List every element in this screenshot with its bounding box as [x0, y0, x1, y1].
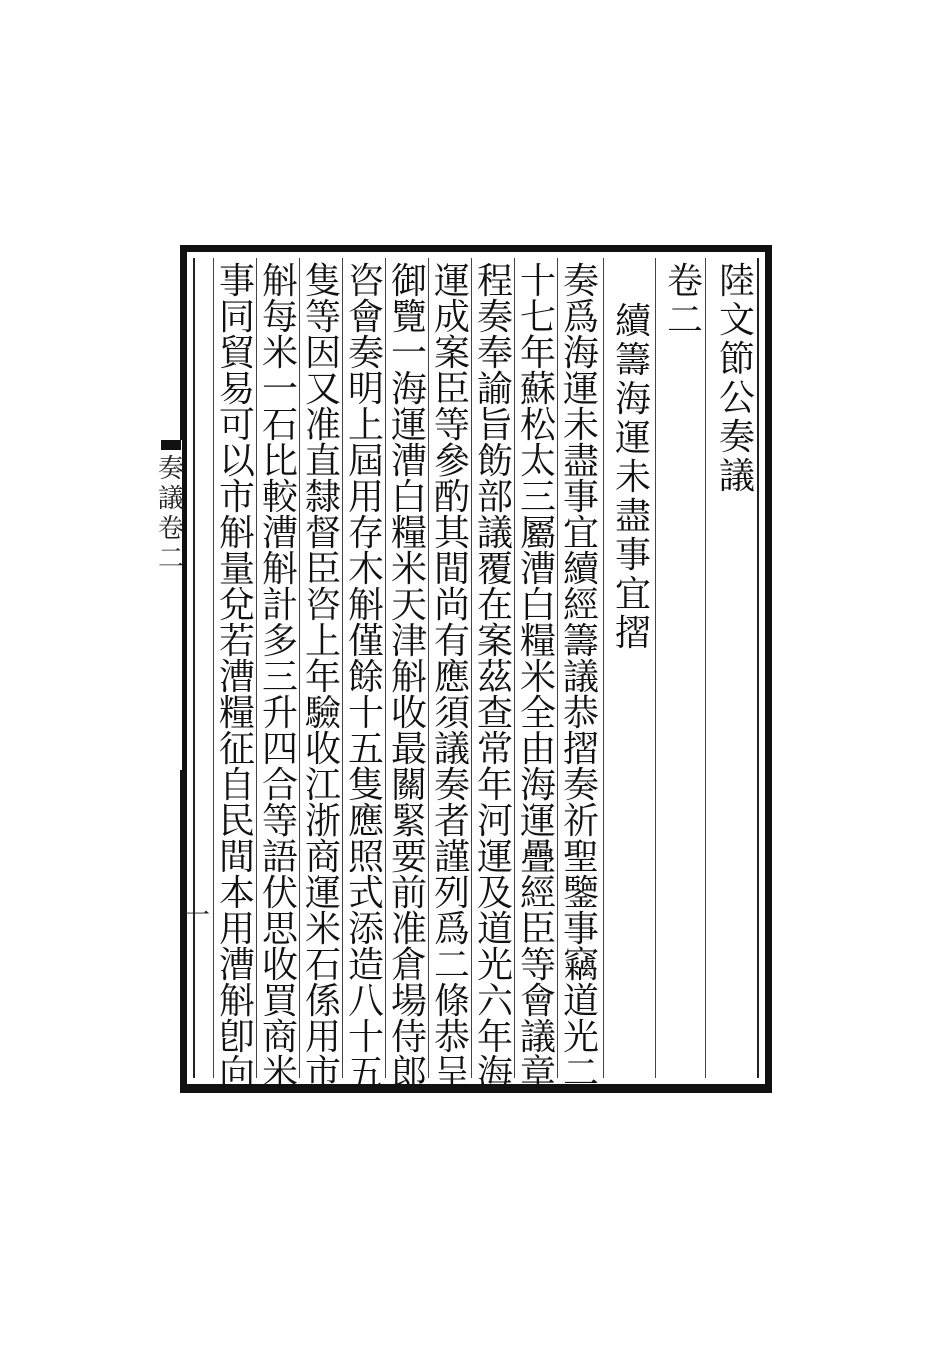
body-char: 侍 — [390, 1017, 427, 1058]
section-title-char: 摺 — [614, 613, 651, 654]
body-char: 又 — [304, 369, 341, 410]
body-char: 直 — [304, 441, 341, 482]
body-char: 糧 — [218, 693, 255, 734]
body-char: 白 — [390, 477, 427, 518]
body-char: 江 — [304, 765, 341, 806]
body-char: 照 — [347, 837, 384, 878]
body-char: 存 — [347, 513, 384, 554]
body-char: 恭 — [562, 693, 599, 734]
body-char: 籌 — [562, 621, 599, 662]
body-char: 關 — [390, 765, 427, 806]
section-title-char: 事 — [614, 535, 651, 576]
body-char: 事 — [562, 477, 599, 518]
body-char: 兌 — [218, 585, 255, 626]
body-char: 臣 — [433, 369, 470, 410]
body-char: 上 — [304, 621, 341, 662]
book-title-char: 文 — [718, 300, 755, 341]
body-char: 五 — [347, 729, 384, 770]
body-char: 鑒 — [562, 873, 599, 914]
body-char: 浙 — [304, 801, 341, 842]
body-char: 隻 — [304, 261, 341, 302]
body-char: 海 — [562, 333, 599, 374]
body-char: 十 — [519, 261, 556, 302]
body-char: 石 — [304, 945, 341, 986]
body-char: 可 — [218, 405, 255, 446]
body-char: 漕 — [390, 441, 427, 482]
body-char: 斛 — [390, 657, 427, 698]
section-title-char: 未 — [614, 457, 651, 498]
body-char: 向 — [218, 1053, 255, 1094]
section-title-char: 盡 — [614, 496, 651, 537]
body-char: 造 — [347, 945, 384, 986]
body-char: 貿 — [218, 333, 255, 374]
body-char: 漕 — [218, 657, 255, 698]
body-char: 應 — [433, 657, 470, 698]
body-char: 摺 — [562, 729, 599, 770]
body-char: 隻 — [347, 765, 384, 806]
body-char: 恭 — [433, 1017, 470, 1058]
volume-column — [663, 261, 707, 1072]
body-char: 諭 — [476, 369, 513, 410]
body-char: 場 — [390, 981, 427, 1022]
margin-label-char: 奏 — [158, 454, 185, 484]
body-char: 商 — [261, 1017, 298, 1058]
body-char: 光 — [476, 945, 513, 986]
body-char: 緊 — [390, 801, 427, 842]
body-char: 光 — [562, 1017, 599, 1058]
body-char: 糧 — [519, 621, 556, 662]
body-char: 准 — [304, 405, 341, 446]
section-title-char: 海 — [614, 379, 651, 420]
body-char: 未 — [562, 405, 599, 446]
body-char: 比 — [261, 441, 298, 482]
body-char: 隸 — [304, 477, 341, 518]
body-char: 要 — [390, 837, 427, 878]
volume-char: 卷 — [666, 261, 703, 302]
body-char: 升 — [261, 693, 298, 734]
body-char: 議 — [519, 1017, 556, 1058]
body-char: 一 — [261, 369, 298, 410]
body-char: 前 — [390, 873, 427, 914]
body-char: 收 — [261, 945, 298, 986]
body-char: 五 — [347, 1053, 384, 1094]
body-char: 覽 — [390, 297, 427, 338]
body-char: 督 — [304, 513, 341, 554]
margin-label-text — [158, 456, 184, 576]
body-char: 明 — [347, 369, 384, 410]
body-char: 石 — [261, 405, 298, 446]
body-char: 木 — [347, 549, 384, 590]
body-char: 三 — [519, 477, 556, 518]
body-char: 米 — [304, 909, 341, 950]
body-char: 米 — [261, 1053, 298, 1094]
body-char: 運 — [519, 801, 556, 842]
body-char: 會 — [347, 297, 384, 338]
body-char: 本 — [218, 873, 255, 914]
body-char: 盡 — [562, 441, 599, 482]
body-char: 二 — [433, 945, 470, 986]
body-char: 查 — [476, 693, 513, 734]
body-char: 斛 — [218, 513, 255, 554]
body-char: 買 — [261, 981, 298, 1022]
body-char: 由 — [519, 729, 556, 770]
body-char: 僅 — [347, 621, 384, 662]
body-char: 宜 — [562, 513, 599, 554]
column-rule — [603, 258, 604, 1078]
body-char: 全 — [519, 693, 556, 734]
margin-label-char: 議 — [158, 484, 185, 514]
margin-label-char: 卷 — [158, 514, 185, 544]
body-char: 議 — [476, 513, 513, 554]
body-char: 漕 — [218, 945, 255, 986]
body-char: 用 — [218, 909, 255, 950]
body-char: 米 — [519, 657, 556, 698]
body-char: 覆 — [476, 549, 513, 590]
body-char: 較 — [261, 477, 298, 518]
body-char: 等 — [261, 801, 298, 842]
body-char: 案 — [476, 621, 513, 662]
margin-bar — [161, 440, 181, 450]
body-char: 十 — [347, 693, 384, 734]
body-char: 民 — [218, 801, 255, 842]
body-char: 間 — [218, 837, 255, 878]
body-char: 運 — [433, 261, 470, 302]
body-char: 海 — [390, 369, 427, 410]
book-title-char: 節 — [718, 339, 755, 380]
body-char: 須 — [433, 693, 470, 734]
body-char: 郎 — [390, 1053, 427, 1094]
body-char: 成 — [433, 297, 470, 338]
body-char: 謹 — [433, 837, 470, 878]
body-char: 每 — [261, 297, 298, 338]
body-char: 茲 — [476, 657, 513, 698]
body-char: 議 — [433, 729, 470, 770]
body-char: 議 — [562, 657, 599, 698]
body-column — [430, 261, 474, 1094]
body-char: 等 — [304, 297, 341, 338]
body-char: 四 — [261, 729, 298, 770]
body-column — [473, 261, 517, 1094]
body-column — [559, 261, 603, 1094]
body-char: 河 — [476, 801, 513, 842]
body-char: 多 — [261, 621, 298, 662]
body-char: 係 — [304, 981, 341, 1022]
body-char: 餘 — [347, 657, 384, 698]
body-char: 二 — [562, 1053, 599, 1094]
body-char: 量 — [218, 549, 255, 590]
body-char: 漕 — [519, 549, 556, 590]
body-column — [344, 261, 388, 1094]
body-char: 白 — [519, 585, 556, 626]
body-char: 續 — [562, 549, 599, 590]
body-char: 部 — [476, 477, 513, 518]
body-char: 經 — [519, 873, 556, 914]
body-column — [258, 261, 302, 1094]
body-char: 若 — [218, 621, 255, 662]
body-column — [387, 261, 431, 1094]
body-char: 列 — [433, 873, 470, 914]
body-char: 商 — [304, 837, 341, 878]
body-char: 其 — [433, 513, 470, 554]
body-char: 七 — [519, 297, 556, 338]
body-char: 等 — [519, 945, 556, 986]
column-rule — [655, 258, 656, 1078]
body-char: 屬 — [519, 513, 556, 554]
body-char: 卽 — [218, 1017, 255, 1058]
body-char: 常 — [476, 729, 513, 770]
body-char: 倉 — [390, 945, 427, 986]
body-char: 市 — [304, 1053, 341, 1094]
margin-label — [158, 440, 185, 770]
body-char: 最 — [390, 729, 427, 770]
body-char: 年 — [476, 1017, 513, 1058]
body-char: 太 — [519, 441, 556, 482]
body-char: 運 — [304, 873, 341, 914]
body-char: 海 — [476, 1053, 513, 1094]
body-column — [301, 261, 345, 1094]
volume-char: 二 — [666, 300, 703, 341]
body-char: 添 — [347, 909, 384, 950]
body-column — [516, 261, 560, 1094]
body-char: 同 — [218, 297, 255, 338]
body-char: 十 — [347, 1017, 384, 1058]
body-char: 米 — [261, 333, 298, 374]
body-char: 咨 — [304, 585, 341, 626]
body-char: 年 — [304, 657, 341, 698]
body-char: 上 — [347, 405, 384, 446]
body-char: 米 — [390, 549, 427, 590]
body-char: 征 — [218, 729, 255, 770]
book-title-char: 奏 — [718, 417, 755, 458]
body-char: 奏 — [347, 333, 384, 374]
body-char: 用 — [304, 1017, 341, 1058]
body-char: 旨 — [476, 405, 513, 446]
body-char: 者 — [433, 801, 470, 842]
body-char: 津 — [390, 621, 427, 662]
body-char: 因 — [304, 333, 341, 374]
body-char: 年 — [519, 333, 556, 374]
body-char: 咨 — [347, 261, 384, 302]
section-title-char: 籌 — [614, 340, 651, 381]
body-char: 及 — [476, 873, 513, 914]
body-char: 斛 — [347, 585, 384, 626]
body-char: 疊 — [519, 837, 556, 878]
body-char: 六 — [476, 981, 513, 1022]
body-char: 運 — [562, 369, 599, 410]
body-char: 奏 — [562, 765, 599, 806]
body-char: 道 — [562, 981, 599, 1022]
body-column — [215, 261, 259, 1094]
body-char: 臣 — [519, 909, 556, 950]
book-title-column — [715, 261, 759, 1072]
body-char: 八 — [347, 981, 384, 1022]
body-char: 自 — [218, 765, 255, 806]
body-char: 有 — [433, 621, 470, 662]
page-number: 一 — [184, 901, 211, 931]
body-char: 合 — [261, 765, 298, 806]
body-char: 屆 — [347, 441, 384, 482]
body-char: 奏 — [562, 261, 599, 302]
body-char: 奏 — [476, 297, 513, 338]
body-char: 爲 — [433, 909, 470, 950]
column-rule — [213, 258, 214, 1078]
body-char: 章 — [519, 1053, 556, 1094]
body-char: 市 — [218, 477, 255, 518]
body-char: 應 — [347, 801, 384, 842]
book-title-char: 陸 — [718, 261, 755, 302]
body-char: 呈 — [433, 1053, 470, 1094]
body-char: 運 — [390, 405, 427, 446]
body-char: 式 — [347, 873, 384, 914]
body-char: 奏 — [433, 765, 470, 806]
page-frame — [180, 245, 772, 1093]
body-char: 參 — [433, 441, 470, 482]
book-title-char: 議 — [718, 456, 755, 497]
section-title-char: 續 — [614, 301, 651, 342]
body-char: 語 — [261, 837, 298, 878]
body-char: 天 — [390, 585, 427, 626]
body-char: 以 — [218, 441, 255, 482]
body-char: 斛 — [261, 261, 298, 302]
body-char: 一 — [390, 333, 427, 374]
body-char: 用 — [347, 477, 384, 518]
body-char: 三 — [261, 657, 298, 698]
body-char: 年 — [476, 765, 513, 806]
body-char: 御 — [390, 261, 427, 302]
body-char: 漕 — [261, 513, 298, 554]
body-char: 祈 — [562, 801, 599, 842]
body-char: 聖 — [562, 837, 599, 878]
body-char: 斛 — [218, 981, 255, 1022]
body-char: 事 — [218, 261, 255, 302]
body-char: 伏 — [261, 873, 298, 914]
body-char: 道 — [476, 909, 513, 950]
body-char: 會 — [519, 981, 556, 1022]
section-title-column — [611, 264, 655, 1112]
body-char: 等 — [433, 405, 470, 446]
body-char: 臣 — [304, 549, 341, 590]
body-char: 蘇 — [519, 369, 556, 410]
body-char: 竊 — [562, 945, 599, 986]
body-char: 酌 — [433, 477, 470, 518]
body-char: 松 — [519, 405, 556, 446]
body-char: 尚 — [433, 585, 470, 626]
body-char: 飭 — [476, 441, 513, 482]
body-char: 思 — [261, 909, 298, 950]
body-char: 斛 — [261, 549, 298, 590]
body-char: 在 — [476, 585, 513, 626]
body-char: 計 — [261, 585, 298, 626]
body-char: 准 — [390, 909, 427, 950]
body-char: 條 — [433, 981, 470, 1022]
margin-label-char: 二 — [158, 544, 185, 574]
body-char: 收 — [304, 729, 341, 770]
body-char: 易 — [218, 369, 255, 410]
body-char: 間 — [433, 549, 470, 590]
body-char: 經 — [562, 585, 599, 626]
body-char: 爲 — [562, 297, 599, 338]
body-char: 收 — [390, 693, 427, 734]
body-char: 海 — [519, 765, 556, 806]
body-char: 程 — [476, 261, 513, 302]
body-char: 事 — [562, 909, 599, 950]
body-char: 奉 — [476, 333, 513, 374]
book-title-char: 公 — [718, 378, 755, 419]
section-title-char: 宜 — [614, 574, 651, 615]
body-char: 糧 — [390, 513, 427, 554]
section-title-char: 運 — [614, 418, 651, 459]
body-char: 案 — [433, 333, 470, 374]
body-char: 運 — [476, 837, 513, 878]
body-char: 驗 — [304, 693, 341, 734]
